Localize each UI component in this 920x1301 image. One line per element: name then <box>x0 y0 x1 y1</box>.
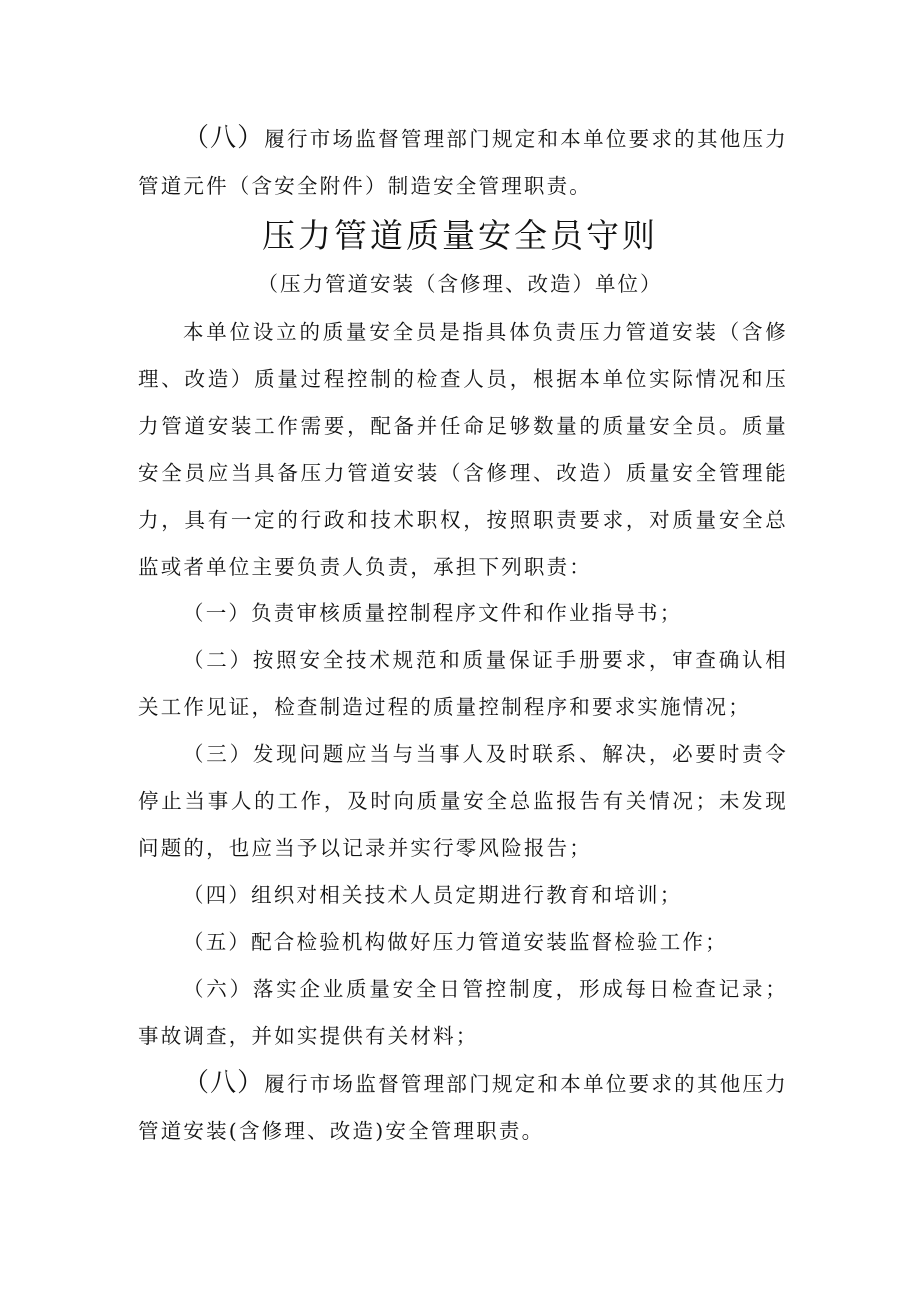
paragraph-intro: 本单位设立的质量安全员是指具体负责压力管道安装（含修理、改造）质量过程控制的检查人员，根据本单位实际情况和压力管道安装工作需要，配备并任命足够数量的质量安全员。质量安全员应当具备压力管道安装（含修理、改造）质量安全管理能力，具有一定的行政和技术职权，按照职责要求，对质量安全总监或者单位主要负责人负责，承担下列职责： <box>138 320 788 579</box>
page-subtitle: （压力管道安装（含修理、改造）单位） <box>257 272 663 296</box>
list-item-2: （二）按照安全技术规范和质量保证手册要求，审查确认相关工作见证，检查制造过程的质量控制程序和要求实施情况； <box>138 648 788 719</box>
section-marker: （八） <box>183 123 265 153</box>
paragraph-text: 履行市场监督管理部门规定和本单位要求的其他压力管道安装(含修理、改造)安全管理职责。 <box>138 1072 788 1143</box>
list-item-1: （一）负责审核质量控制程序文件和作业指导书； <box>183 601 683 625</box>
section-marker: （八） <box>183 1068 265 1098</box>
page-title: 压力管道质量安全员守则 <box>262 216 658 255</box>
list-item-5: （五）配合检验机构做好压力管道安装监督检验工作； <box>183 930 728 954</box>
paragraph-section8-bottom <box>138 1060 788 1155</box>
list-item-3: （三）发现问题应当与当事人及时联系、解决，必要时责令停止当事人的工作，及时向质量安全总监报告有关情况；未发现问题的，也应当予以记录并实行零风险报告； <box>138 742 788 860</box>
list-item-6: （六）落实企业质量安全日管控制度，形成每日检查记录；事故调查，并如实提供有关材料； <box>138 977 788 1048</box>
paragraph-text: 履行市场监督管理部门规定和本单位要求的其他压力管道元件（含安全附件）制造安全管理职责。 <box>138 127 788 198</box>
paragraph-section8-top <box>138 115 788 210</box>
list-item-4: （四）组织对相关技术人员定期进行教育和培训； <box>183 883 683 907</box>
